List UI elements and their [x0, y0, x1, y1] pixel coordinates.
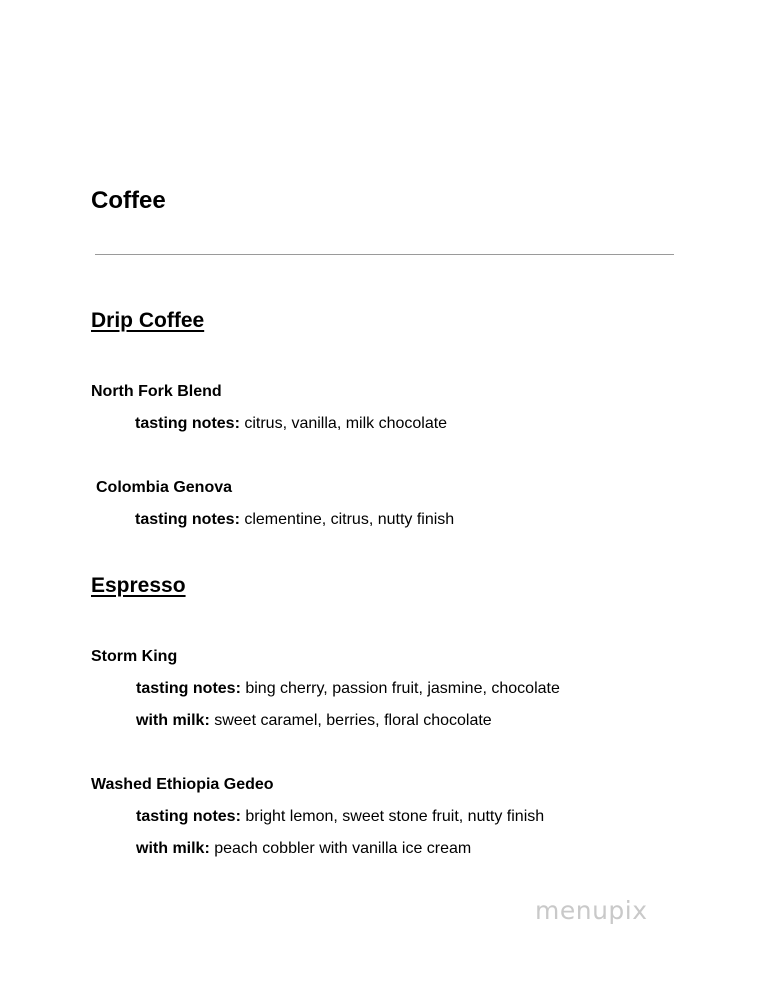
tasting-notes-value: citrus, vanilla, milk chocolate: [239, 415, 448, 432]
tasting-notes-label: tasting notes:: [136, 680, 241, 697]
tasting-notes-value: clementine, citrus, nutty finish: [239, 511, 455, 528]
item-name-north-fork-blend: North Fork Blend: [91, 383, 222, 400]
item-name-colombia-genova: Colombia Genova: [96, 479, 233, 496]
with-milk-label: with milk:: [136, 840, 210, 857]
tasting-notes-line: [136, 808, 544, 826]
section-heading-drip-coffee: Drip Coffee: [91, 309, 205, 332]
item-name-washed-ethiopia-gedeo: Washed Ethiopia Gedeo: [91, 776, 274, 793]
with-milk-line: [136, 840, 471, 858]
tasting-notes-line: [136, 680, 560, 698]
with-milk-line: [136, 712, 492, 730]
tasting-notes-label: tasting notes:: [136, 808, 241, 825]
item-name-storm-king: Storm King: [91, 648, 178, 665]
with-milk-label: with milk:: [136, 712, 210, 729]
page-title: Coffee: [91, 187, 166, 214]
tasting-notes-label: tasting notes:: [135, 511, 240, 528]
tasting-notes-value: bright lemon, sweet stone fruit, nutty finish: [240, 808, 545, 825]
tasting-notes-value: bing cherry, passion fruit, jasmine, chocolate: [240, 680, 560, 697]
section-heading-espresso: Espresso: [91, 574, 186, 597]
title-divider: [95, 254, 674, 255]
menupix-watermark: menupix: [535, 896, 648, 925]
with-milk-value: peach cobbler with vanilla ice cream: [209, 840, 472, 857]
with-milk-value: sweet caramel, berries, floral chocolate: [209, 712, 492, 729]
tasting-notes-line: [135, 511, 454, 529]
tasting-notes-line: [135, 415, 447, 433]
tasting-notes-label: tasting notes:: [135, 415, 240, 432]
